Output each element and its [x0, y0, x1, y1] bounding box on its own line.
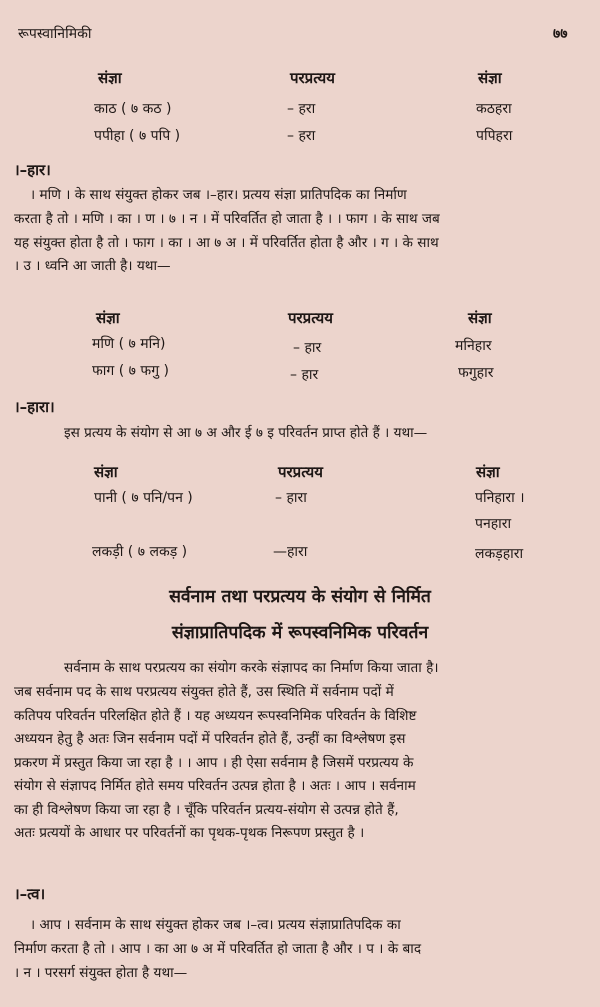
table-cell: —हारा	[273, 544, 308, 560]
table-header: संज्ञा	[478, 69, 502, 87]
text-line: निर्माण करता है तो । आप । का आ ७ अ में परिवर्तित हो जाता है और । प । के बाद	[14, 941, 422, 957]
text-line: यह संयुक्त होता है तो । फाग । का । आ ७ अ । में परिवर्तित होता है और । ग । के साथ	[14, 234, 439, 251]
table-cell: मणि ( ७ मनि)	[92, 336, 166, 352]
section-tva-text	[30, 914, 401, 938]
text-line: इस प्रत्यय के संयोग से आ ७ अ और ई ७ इ परिवर्तन प्राप्त होते हैं । यथा—	[64, 425, 428, 441]
table-header: संज्ञा	[94, 463, 118, 481]
page-number: ७७	[553, 26, 568, 42]
table-cell: मनिहार	[455, 338, 492, 354]
table-cell: पनिहारा ।	[475, 490, 525, 506]
table-cell: पानी ( ७ पनि/पन )	[94, 490, 193, 506]
table-cell: – हार	[290, 367, 319, 383]
body-paragraph	[14, 681, 416, 846]
running-title: रूपस्वानिमिकी	[18, 26, 92, 42]
table-header: संज्ञा	[96, 309, 120, 327]
table-header: परप्रत्यय	[290, 69, 335, 87]
chapter-title-line-1: सर्वनाम तथा परप्रत्यय के संयोग से निर्मित	[169, 587, 431, 607]
section-har-text	[30, 184, 407, 208]
table-cell: लकड़ी ( ७ लकड़ )	[92, 544, 188, 560]
section-hara-text	[64, 422, 427, 446]
table-cell: लकड़हारा	[475, 546, 524, 562]
text-line: । उ । ध्वनि आ जाती है। यथा—	[14, 258, 171, 274]
table-cell: पपीहा ( ७ पपि )	[94, 128, 181, 144]
text-line: अतः प्रत्ययों के आधार पर परिवर्तनों का पृथक-पृथक निरूपण प्रस्तुत है ।	[14, 825, 365, 841]
text-line: संयोग से संज्ञापद निर्मित होते समय परिवर्तन उत्पन्न होता है । अतः । आप । सर्वनाम	[14, 778, 416, 794]
table-cell: कठहरा	[476, 101, 512, 117]
text-line: जब सर्वनाम पद के साथ परप्रत्यय संयुक्त होते हैं, उस स्थिति में सर्वनाम पदों में	[14, 684, 394, 700]
body-paragraph-first-line	[64, 657, 439, 681]
chapter-title-line-2: संज्ञाप्रातिपदिक में रूपस्वनिमिक परिवर्तन	[171, 623, 429, 643]
table-header: संज्ञा	[98, 69, 122, 87]
table-cell: – हरा	[287, 128, 316, 144]
table-cell: – हार	[293, 340, 322, 356]
text-line: । मणि । के साथ संयुक्त होकर जब ।–हार। प्रत्यय संज्ञा प्रातिपदिक का निर्माण	[30, 187, 407, 203]
text-line: अध्ययन हेतु है अतः जिन सर्वनाम पदों में परिवर्तन होते हैं, उन्हीं का विश्लेषण इस	[14, 731, 406, 747]
table-cell: काठ ( ७ कठ )	[94, 101, 172, 117]
table-cell: फाग ( ७ फगु )	[92, 363, 169, 379]
text-line: प्रकरण में प्रस्तुत किया जा रहा है । । आप । ही ऐसा सर्वनाम है जिसमें परप्रत्यय के	[14, 754, 414, 771]
text-line: सर्वनाम के साथ परप्रत्यय का संयोग करके संज्ञापद का निर्माण किया जाता है।	[64, 660, 439, 676]
text-line: । आप । सर्वनाम के साथ संयुक्त होकर जब ।–त्व। प्रत्यय संज्ञाप्रातिपदिक का	[30, 917, 401, 933]
table-cell: फगुहार	[458, 365, 494, 381]
text-line: कतिपय परिवर्तन परिलक्षित होते हैं । यह अध्ययन रूपस्वनिमिक परिवर्तन के विशिष्ट	[14, 707, 417, 724]
table-header: परप्रत्यय	[278, 463, 323, 481]
section-heading-tva: ।–त्व।	[14, 885, 46, 903]
text-line: का ही विश्लेषण किया जा रहा है । चूँकि परिवर्तन प्रत्यय-संयोग से उत्पन्न होते हैं,	[14, 801, 399, 818]
table-header: परप्रत्यय	[288, 309, 333, 327]
section-har-text-cont	[14, 208, 440, 279]
text-line: करता है तो । मणि । का । ण । ७ । न । में परिवर्तित हो जाता है । । फाग । के साथ जब	[14, 211, 440, 227]
section-heading-har: ।–हार।	[14, 161, 51, 179]
table-cell: पनहारा	[475, 516, 512, 532]
table-cell: पपिहरा	[476, 128, 513, 144]
section-tva-text-cont	[14, 938, 421, 985]
table-cell: – हारा	[275, 490, 307, 506]
table-header: संज्ञा	[468, 309, 492, 327]
table-cell: – हरा	[287, 101, 316, 117]
table-header: संज्ञा	[476, 463, 500, 481]
section-heading-hara: ।–हारा।	[14, 398, 55, 416]
text-line: । न । परसर्ग संयुक्त होता है यथा—	[14, 964, 188, 981]
